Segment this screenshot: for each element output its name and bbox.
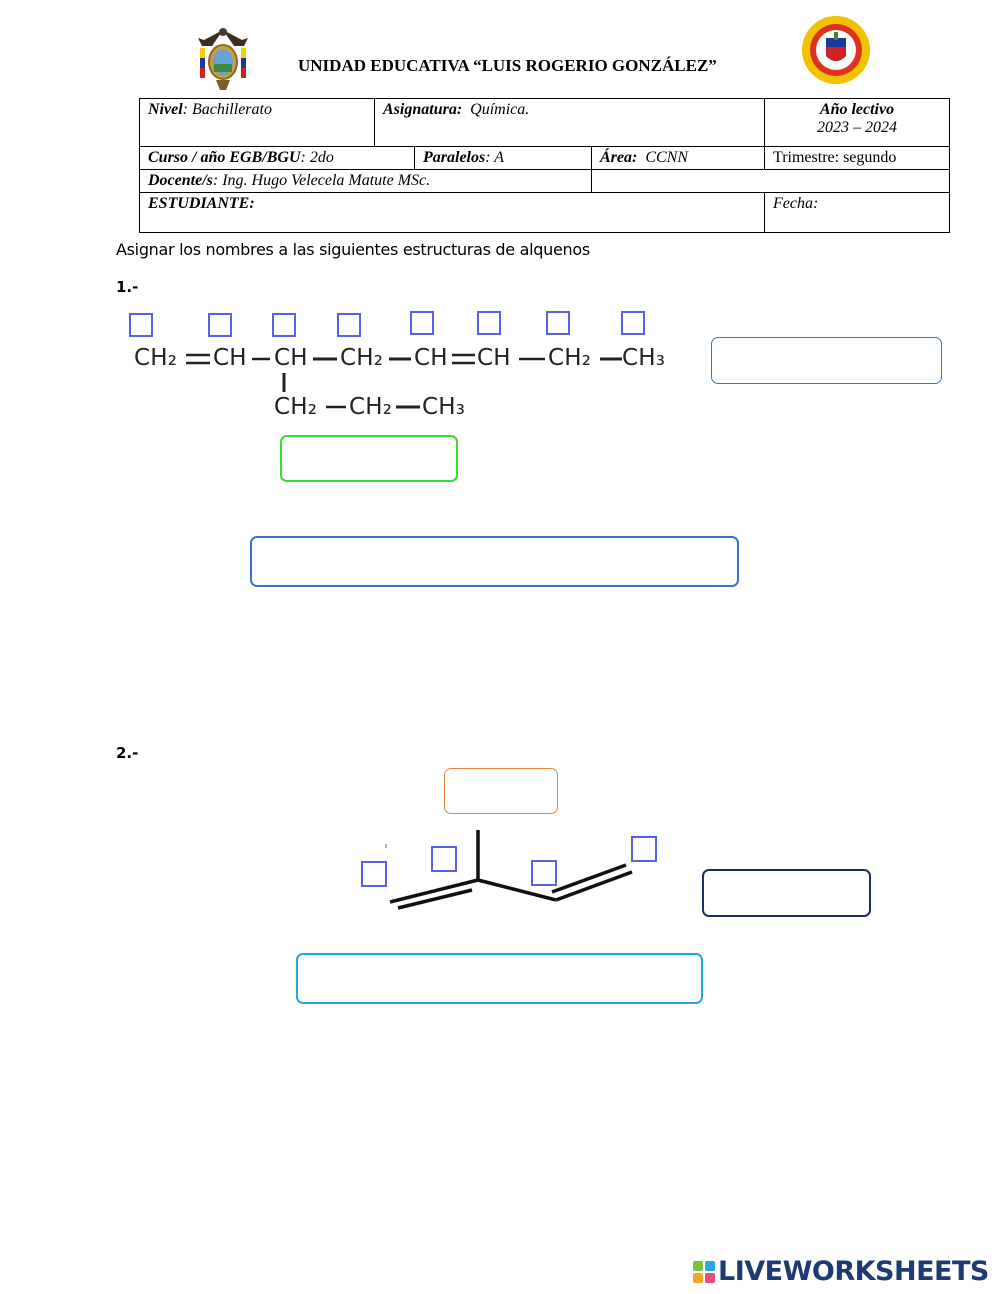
asignatura-cell (375, 99, 765, 147)
chain-group-6: CH (477, 345, 511, 371)
chain-group-4: CH₂ (340, 345, 384, 371)
curso-cell (140, 147, 415, 170)
docente-value: : Ing. Hugo Velecela Matute MSc. (212, 172, 431, 189)
carbon-number-box-6[interactable] (477, 311, 501, 335)
nivel-value: : Bachillerato (182, 101, 272, 118)
docente-extra-cell (592, 170, 950, 193)
branch-group-2: CH₂ (349, 394, 393, 420)
carbon-number-box-q2-4[interactable] (631, 836, 657, 862)
carbon-number-box-q2-1[interactable] (361, 861, 387, 887)
main-chain-answer-box[interactable] (711, 337, 942, 384)
main-chain-answer-box-2[interactable] (702, 869, 871, 917)
ecuador-coat-of-arms-icon (192, 24, 254, 92)
paralelos-cell (415, 147, 592, 170)
asignatura-value: Química. (470, 101, 530, 118)
ano-lectivo-value: 2023 – 2024 (817, 119, 897, 136)
full-name-answer-box-1[interactable] (250, 536, 739, 587)
liveworksheets-logo-icon (693, 1261, 715, 1283)
curso-value: : 2do (300, 149, 334, 166)
chain-group-3: CH (274, 345, 308, 371)
estudiante-cell (140, 193, 765, 233)
carbon-number-box-5[interactable] (410, 311, 434, 335)
course-info-table (139, 98, 950, 233)
branch-group-1: CH₂ (274, 394, 318, 420)
fecha-label: Fecha: (773, 195, 819, 212)
question-1-number: 1.- (116, 278, 139, 296)
instruction-text: Asignar los nombres a las siguientes estructuras de alquenos (116, 240, 590, 259)
paralelos-label: Paralelos (423, 149, 486, 166)
curso-label: Curso / año EGB/BGU (148, 149, 301, 166)
chain-group-1: CH₂ (134, 345, 178, 371)
substituent-answer-box[interactable] (280, 435, 458, 482)
area-label: Área: (600, 149, 638, 166)
asignatura-label: Asignatura: (383, 101, 463, 118)
chain-group-8: CH₃ (622, 345, 666, 371)
school-name: UNIDAD EDUCATIVA “LUIS ROGERIO GONZÁLEZ” (298, 56, 717, 75)
question-2-number: 2.- (116, 744, 139, 762)
estudiante-label: ESTUDIANTE: (148, 195, 255, 212)
carbon-number-box-7[interactable] (546, 311, 570, 335)
carbon-number-box-2[interactable] (208, 313, 232, 337)
carbon-number-box-q2-3[interactable] (531, 860, 557, 886)
fecha-cell (765, 193, 950, 233)
substituent-answer-box-2[interactable] (444, 768, 558, 814)
carbon-number-box-3[interactable] (272, 313, 296, 337)
chain-group-5: CH (414, 345, 448, 371)
carbon-number-box-1[interactable] (129, 313, 153, 337)
ano-lectivo-cell (765, 99, 950, 147)
nivel-cell (140, 99, 375, 147)
paralelos-value: : A (485, 149, 505, 166)
area-value: CCNN (645, 149, 689, 166)
chain-group-2: CH (213, 345, 247, 371)
branch-group-3: CH₃ (422, 394, 466, 420)
chain-group-7: CH₂ (548, 345, 592, 371)
carbon-number-box-8[interactable] (621, 311, 645, 335)
carbon-number-box-4[interactable] (337, 313, 361, 337)
docente-label: Docente/s (148, 172, 213, 189)
carbon-number-box-q2-2[interactable] (431, 846, 457, 872)
liveworksheets-brand-text: LIVEWORKSHEETS (718, 1256, 989, 1287)
docente-cell (140, 170, 592, 193)
nivel-label: Nivel (148, 101, 183, 118)
school-crest-icon (800, 14, 872, 86)
full-name-answer-box-2[interactable] (296, 953, 703, 1004)
ano-lectivo-label: Año lectivo (819, 101, 895, 118)
skeletal-structure-diagram (380, 820, 650, 920)
area-cell (592, 147, 765, 170)
trimestre-cell: Trimestre: segundo (765, 147, 950, 170)
liveworksheets-logo (693, 1256, 989, 1287)
bond-lines (130, 340, 690, 420)
